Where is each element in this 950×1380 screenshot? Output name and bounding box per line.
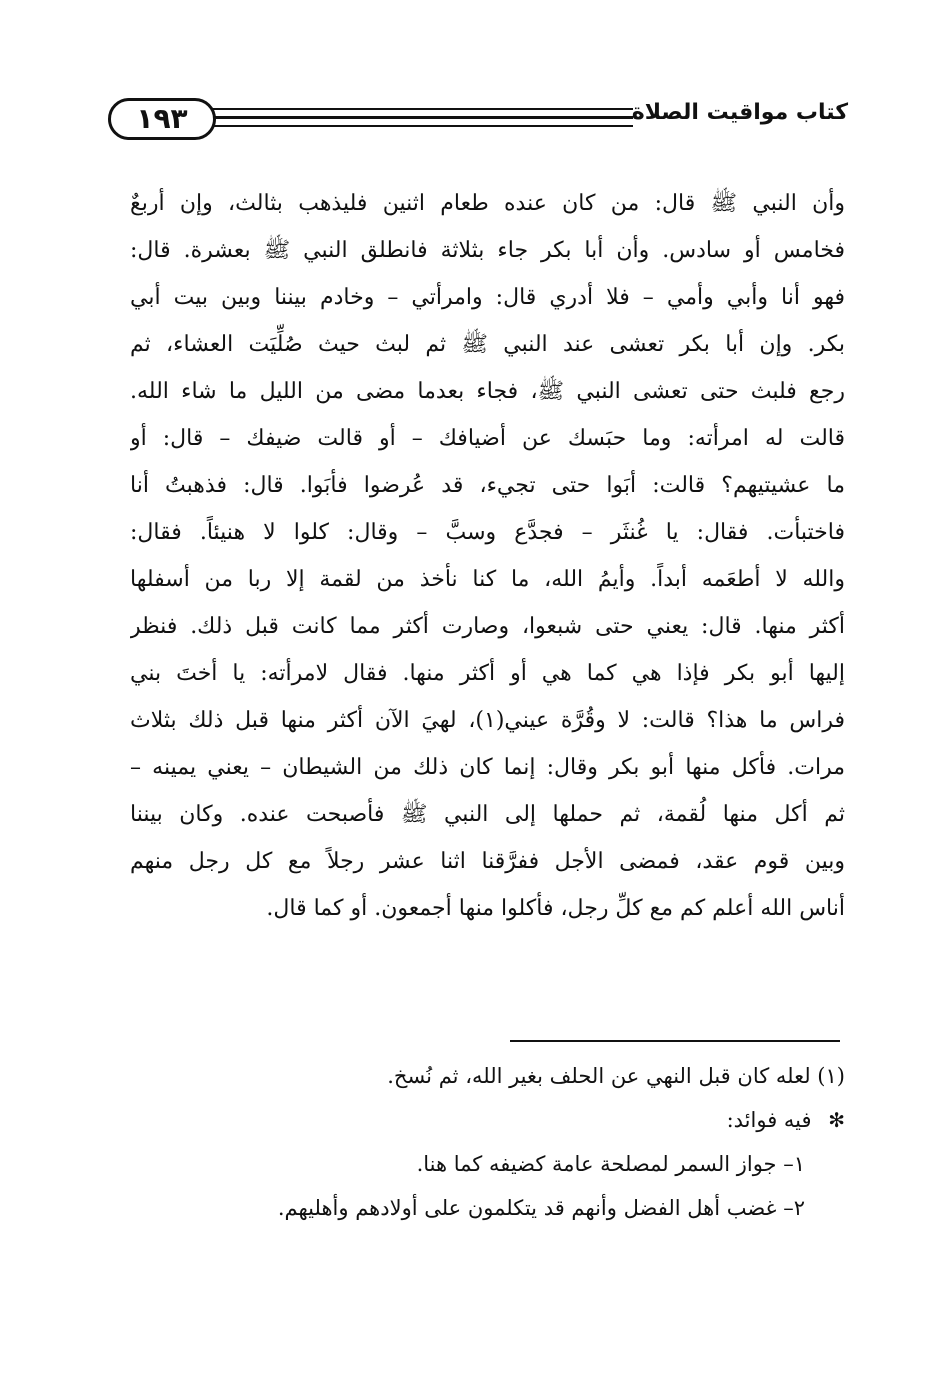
- benefits-heading: فيه فوائد:: [726, 1108, 812, 1132]
- body-line: وأن النبي ﷺ قال: من كان عنده طعام اثنين فليذهب بثالث، وإن أربعٌ: [130, 191, 845, 216]
- body-line: فخامس أو سادس. وأن أبا بكر جاء بثلاثة فانطلق النبي ﷺ بعشرة. قال:: [130, 238, 845, 263]
- header-rule: [208, 116, 633, 119]
- body-line: ثم أكل منها لُقمة، ثم حملها إلى النبي ﷺ فأصبحت عنده. وكان بيننا: [130, 802, 845, 827]
- footnote-separator: [510, 1040, 840, 1042]
- body-line: أناس الله أعلم كم مع كلِّ رجل، فأكلوا منها أجمعون. أو كما قال.: [266, 896, 845, 921]
- body-line: مرات. فأكل منها أبو بكر وقال: إنما كان ذلك من الشيطان – يعني يمينه –: [130, 755, 845, 780]
- body-line: فاختبأت. فقال: يا غُنثَر – فجدَّع وسبَّ – وقال: كلوا لا هنيئاً. فقال:: [130, 520, 845, 545]
- body-text: [130, 180, 845, 932]
- body-line: ما عشيتيهم؟ قالت: أبَوا حتى تجيء، قد عُرضوا فأبَوا. قال: فذهبتُ أنا: [130, 473, 845, 498]
- chapter-title: كتاب مواقيت الصلاة: [631, 100, 848, 125]
- body-line: قالت له امرأته: وما حبَسك عن أضيافك – أو قالت ضيفك – قال: أو: [130, 426, 845, 451]
- body-line: وبين قوم عقد، فمضى الأجل ففرَّقنا اثنا عشر رجلاً مع كل رجل منهم: [130, 849, 845, 874]
- body-line: إليها أبو بكر فإذا هي كما هي أو أكثر منها. فقال لامرأته: يا أختَ بني: [130, 661, 845, 686]
- body-line: فراس ما هذا؟ قالت: لا وقُرَّة عيني(١)، لهيَ الآن أكثر منها قبل ذلك بثلاث: [130, 708, 845, 733]
- benefits-heading-line: [200, 1098, 845, 1142]
- page-header: [108, 96, 848, 146]
- header-rule: [208, 125, 633, 127]
- benefit-item-2: ٢– غضب أهل الفضل وأنهم قد يتكلمون على أولادهم وأهليهم.: [277, 1196, 805, 1220]
- body-line: أكثر منها. قال: يعني حتى شبعوا، وصارت أكثر مما كانت قبل ذلك. فنظر: [130, 614, 845, 639]
- body-line: فهو أنا وأبي وأمي – فلا أدري قال: وامرأتي – وخادم بيننا وبين بيت أبي: [130, 285, 845, 310]
- page-number-frame: [108, 98, 216, 140]
- benefit-item-1: ١– جواز السمر لمصلحة عامة كضيفه كما هنا.: [416, 1152, 805, 1176]
- asterisk-icon: ✻: [828, 1108, 845, 1132]
- footnote-1: (١) لعله كان قبل النهي عن الحلف بغير الله، ثم نُسخ.: [387, 1064, 845, 1088]
- body-line: والله لا أطعَمه أبداً. وأيمُ الله، ما كنا نأخذ من لقمة إلا ربا من أسفلها: [130, 567, 845, 592]
- body-line: رجع فلبث حتى تعشى النبي ﷺ، فجاء بعدما مضى من الليل ما شاء الله.: [130, 379, 845, 404]
- page-number: ١٩٣: [136, 102, 188, 135]
- footnotes: [200, 1054, 845, 1230]
- header-rule: [208, 108, 633, 110]
- body-line: بكر. وإن أبا بكر تعشى عند النبي ﷺ ثم لبث حيث صُلِّيَت العشاء، ثم: [130, 332, 845, 357]
